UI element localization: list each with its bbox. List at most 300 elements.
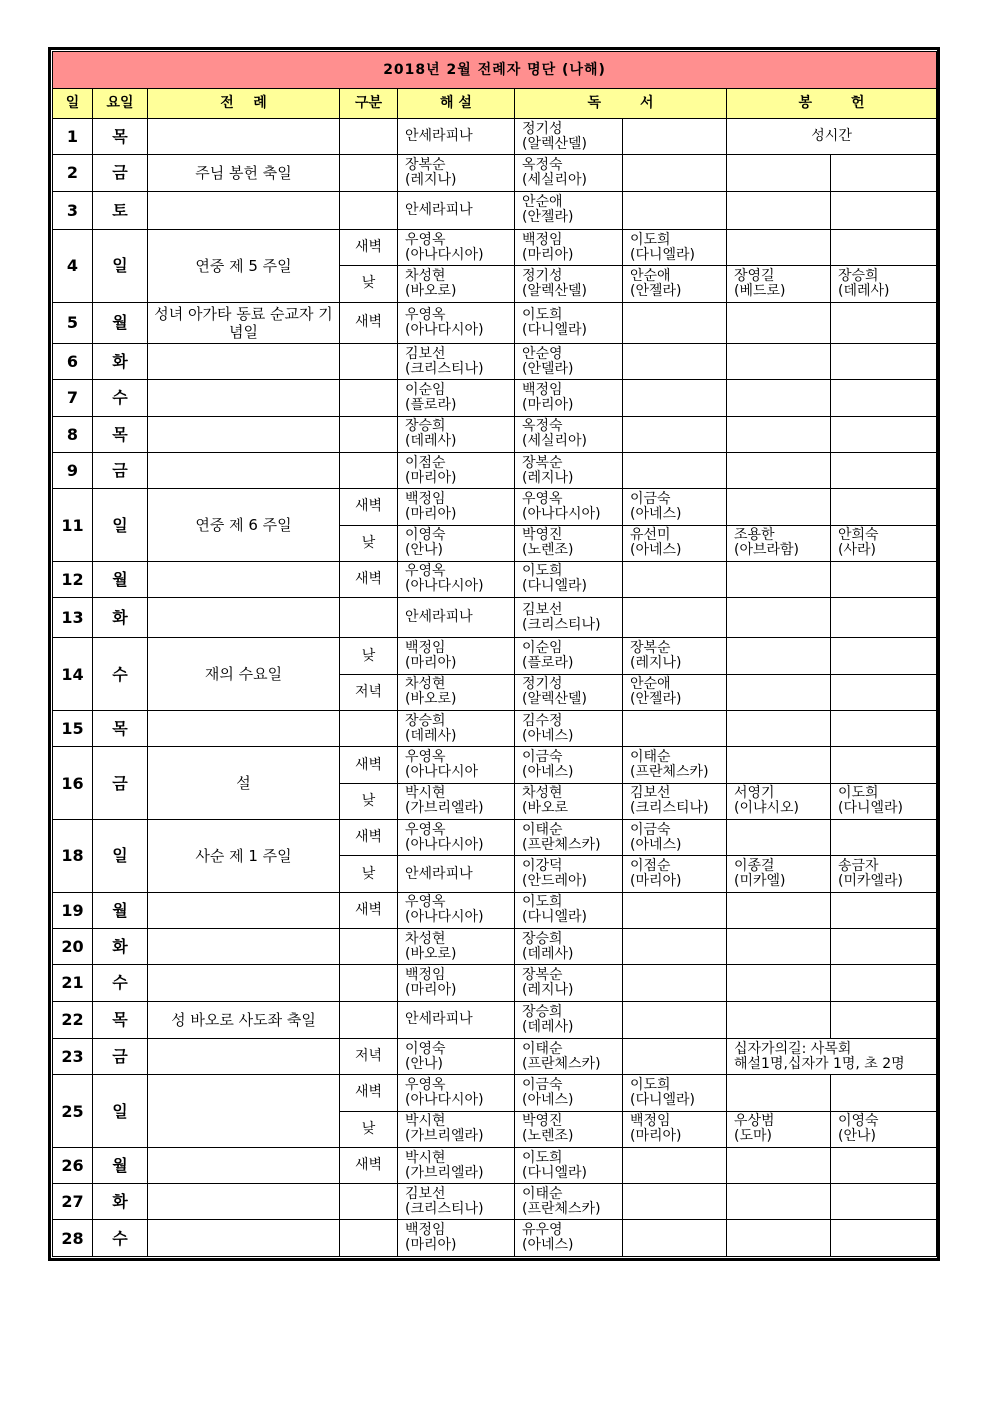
reader-cell [515, 783, 623, 819]
commentator-baptismal-name: (가브리엘라) [405, 800, 484, 817]
offerer-cell [831, 711, 937, 747]
reader-cell [623, 638, 727, 674]
roster-row [53, 1038, 937, 1074]
weekday: 금 [93, 747, 148, 820]
reader-name: 백정임 [522, 231, 563, 248]
weekday: 목 [93, 416, 148, 452]
mass-section: 새벽 [340, 302, 398, 343]
reader-name: 정기성 [522, 267, 563, 284]
reader-name: 옥정숙 [522, 156, 563, 173]
day-number: 8 [53, 416, 93, 452]
commentator-name: 백정임 [405, 1222, 446, 1239]
reader-cell [515, 638, 623, 674]
reader-cell [515, 598, 623, 638]
reader-name: 정기성 [522, 676, 563, 693]
reader-cell [623, 229, 727, 265]
offerer-cell [831, 783, 937, 819]
commentator-baptismal-name: (마리아) [405, 505, 457, 522]
roster-row [53, 928, 937, 964]
offerer-cell [831, 1111, 937, 1147]
weekday: 월 [93, 302, 148, 343]
commentator-cell [398, 1111, 515, 1147]
reader-name: 이금숙 [522, 749, 563, 766]
commentator-cell [398, 711, 515, 747]
roster-row [53, 1184, 937, 1220]
offerer-cell [727, 525, 831, 561]
reader-name: 박영진 [522, 527, 563, 544]
weekday: 화 [93, 598, 148, 638]
reader-name: 이도희 [630, 1076, 671, 1093]
offerer-cell [831, 266, 937, 302]
roster-row [53, 155, 937, 191]
offerer-cell [831, 747, 937, 783]
mass-section: 저녁 [340, 1038, 398, 1074]
reader-name: 김보선 [630, 785, 671, 802]
reader-name: 이순임 [522, 640, 563, 657]
reader-cell [623, 598, 727, 638]
commentator-cell [398, 561, 515, 597]
reader-baptismal-name: (노렌조) [522, 542, 574, 559]
commentator-name: 우영옥 [405, 894, 446, 911]
commentator-baptismal-name: (안나) [405, 1055, 443, 1072]
commentator-baptismal-name: (아나다시아) [405, 909, 484, 926]
reader-cell [515, 1038, 623, 1074]
commentator-baptismal-name: (가브리엘라) [405, 1164, 484, 1181]
commentator-cell [398, 489, 515, 525]
reader-baptismal-name: (아나다시아) [522, 505, 601, 522]
day-number: 2 [53, 155, 93, 191]
reader-baptismal-name: (크리스티나) [522, 616, 601, 633]
reader-cell [515, 1001, 623, 1038]
roster-row [53, 711, 937, 747]
day-number: 12 [53, 561, 93, 597]
mass-section [340, 1001, 398, 1038]
mass-section: 낮 [340, 783, 398, 819]
reader-name: 이태순 [522, 1185, 563, 1202]
roster-row [53, 1220, 937, 1257]
day-number: 18 [53, 820, 93, 893]
reader-cell [515, 1147, 623, 1183]
commentator-cell [398, 1147, 515, 1183]
reader-baptismal-name: (다니엘라) [630, 246, 696, 263]
day-number: 7 [53, 380, 93, 416]
roster-row [53, 119, 937, 155]
offerer-cell [831, 525, 937, 561]
header-liturgy: 전 례 [148, 89, 340, 119]
weekday: 월 [93, 892, 148, 928]
offerer-baptismal-name: (안나) [838, 1128, 876, 1145]
weekday: 수 [93, 380, 148, 416]
offerer-cell [831, 598, 937, 638]
offerer-cell [831, 1001, 937, 1038]
reader-baptismal-name: (노렌조) [522, 1128, 574, 1145]
reader-cell [515, 191, 623, 229]
commentator-cell [398, 1184, 515, 1220]
offerer-name: 서영기 [734, 785, 775, 802]
reader-cell [623, 1147, 727, 1183]
day-number: 26 [53, 1147, 93, 1183]
commentator-cell [398, 783, 515, 819]
reader-baptismal-name: (안젤라) [522, 209, 574, 226]
reader-cell [623, 711, 727, 747]
commentator-cell [398, 965, 515, 1001]
roster-row [53, 229, 937, 265]
commentator-cell [398, 674, 515, 710]
weekday: 금 [93, 1038, 148, 1074]
offerer-baptismal-name: (베드로) [734, 282, 786, 299]
commentator-cell [398, 380, 515, 416]
mass-section [340, 416, 398, 452]
reader-cell [515, 1075, 623, 1111]
roster-row [53, 191, 937, 229]
liturgy [148, 191, 340, 229]
reader-baptismal-name: (크리스티나) [630, 800, 709, 817]
offerer-cell [727, 155, 831, 191]
liturgy [148, 711, 340, 747]
reader-cell [623, 1001, 727, 1038]
day-number: 13 [53, 598, 93, 638]
liturgy [148, 1220, 340, 1257]
roster-row [53, 892, 937, 928]
reader-baptismal-name: (레지나) [630, 655, 682, 672]
liturgy [148, 1147, 340, 1183]
offerer-baptismal-name: (도마) [734, 1128, 772, 1145]
reader-name: 김보선 [522, 601, 563, 618]
offerer-cell [831, 1147, 937, 1183]
reader-name: 이점순 [630, 858, 671, 874]
weekday: 일 [93, 489, 148, 562]
weekday: 일 [93, 820, 148, 893]
reader-cell [623, 1220, 727, 1257]
day-number: 15 [53, 711, 93, 747]
reader-baptismal-name: (데레사) [522, 1018, 574, 1035]
offerer-baptismal-name: (데레사) [838, 282, 890, 299]
reader-name: 박영진 [522, 1113, 563, 1130]
day-number: 27 [53, 1184, 93, 1220]
liturgy: 성 바오로 사도좌 축일 [148, 1001, 340, 1038]
offering-note: 십자가의길: 사목회 [734, 1040, 852, 1057]
header-weekday: 요일 [93, 89, 148, 119]
mass-section [340, 711, 398, 747]
mass-section [340, 1184, 398, 1220]
reader-cell [623, 783, 727, 819]
commentator-cell [398, 155, 515, 191]
mass-section: 낮 [340, 638, 398, 674]
roster-row [53, 489, 937, 525]
offerer-cell [727, 489, 831, 525]
reader-cell [623, 1075, 727, 1111]
commentator-name: 차성현 [405, 930, 446, 947]
reader-baptismal-name: (플로라) [522, 655, 574, 672]
liturgy [148, 1184, 340, 1220]
reader-name: 이금숙 [630, 821, 671, 838]
reader-name: 안순애 [630, 676, 671, 693]
weekday: 월 [93, 1147, 148, 1183]
reader-cell [515, 965, 623, 1001]
commentator-baptismal-name: (데레사) [405, 433, 457, 450]
reader-cell [623, 1038, 727, 1074]
commentator-cell [398, 1220, 515, 1257]
mass-section: 낮 [340, 856, 398, 892]
commentator-cell [398, 191, 515, 229]
offerer-name: 장승희 [838, 267, 879, 284]
commentator-name: 장승희 [405, 712, 446, 729]
offerer-cell [727, 892, 831, 928]
roster-row [53, 638, 937, 674]
offerer-name: 우상범 [734, 1113, 775, 1130]
offerer-baptismal-name: (미카엘) [734, 873, 786, 889]
reader-cell [623, 965, 727, 1001]
mass-section [340, 598, 398, 638]
reader-cell [515, 525, 623, 561]
header-offering: 봉 헌 [727, 89, 937, 119]
commentator-cell [398, 302, 515, 343]
reader-cell [515, 820, 623, 856]
reader-cell [623, 119, 727, 155]
header-day: 일 [53, 89, 93, 119]
offerer-cell [831, 416, 937, 452]
commentator-name: 우영옥 [405, 563, 446, 580]
reader-baptismal-name: (아네스) [522, 1091, 574, 1108]
reader-cell [515, 892, 623, 928]
day-number: 28 [53, 1220, 93, 1257]
reader-baptismal-name: (마리아) [522, 396, 574, 413]
mass-section [340, 1220, 398, 1257]
reader-name: 백정임 [522, 381, 563, 398]
liturgy [148, 561, 340, 597]
liturgy [148, 1038, 340, 1074]
commentator-name: 우영옥 [405, 821, 446, 838]
offerer-cell [727, 674, 831, 710]
reader-baptismal-name: (바오로 [522, 800, 569, 817]
commentator-baptismal-name: (아나다시아) [405, 246, 484, 263]
roster-row [53, 965, 937, 1001]
roster-row [53, 416, 937, 452]
commentator-cell [398, 1001, 515, 1038]
commentator-cell [398, 119, 515, 155]
commentator-name: 이영숙 [405, 1040, 446, 1057]
reader-name: 이도희 [522, 306, 563, 323]
offerer-cell [831, 452, 937, 488]
commentator-baptismal-name: (마리아) [405, 981, 457, 998]
commentator-name: 안세라피나 [405, 128, 473, 145]
mass-section: 낮 [340, 266, 398, 302]
commentator-cell [398, 1075, 515, 1111]
reader-baptismal-name: (프란체스카) [630, 764, 709, 781]
roster-table [52, 51, 937, 1257]
header-commentary: 해 설 [398, 89, 515, 119]
offerer-baptismal-name: (다니엘라) [838, 800, 904, 817]
commentator-name: 박시현 [405, 1149, 446, 1166]
offerer-cell [831, 638, 937, 674]
commentator-name: 이영숙 [405, 527, 446, 544]
reader-cell [623, 266, 727, 302]
mass-section: 새벽 [340, 820, 398, 856]
mass-section [340, 928, 398, 964]
offerer-cell [831, 229, 937, 265]
commentator-baptismal-name: (크리스티나) [405, 1200, 484, 1217]
offerer-cell [727, 416, 831, 452]
reader-cell [623, 191, 727, 229]
weekday: 토 [93, 191, 148, 229]
mass-section: 새벽 [340, 747, 398, 783]
reader-name: 안순애 [630, 267, 671, 284]
reader-baptismal-name: (세실리아) [522, 171, 588, 188]
reader-baptismal-name: (안젤라) [630, 282, 682, 299]
reader-baptismal-name: (프란체스카) [522, 836, 601, 853]
reader-name: 유선미 [630, 527, 671, 544]
reader-baptismal-name: (프란체스카) [522, 1200, 601, 1217]
commentator-name: 장복순 [405, 156, 446, 173]
day-number: 4 [53, 229, 93, 302]
offering-note-detail: 해설1명,십자가 1명, 초 2명 [734, 1055, 905, 1072]
day-number: 1 [53, 119, 93, 155]
reader-baptismal-name: (레지나) [522, 469, 574, 486]
weekday: 목 [93, 1001, 148, 1038]
reader-cell [515, 561, 623, 597]
offerer-cell [727, 1184, 831, 1220]
commentator-name: 안세라피나 [405, 865, 473, 882]
commentator-baptismal-name: (바오로) [405, 282, 457, 299]
commentator-cell [398, 638, 515, 674]
offerer-cell [727, 229, 831, 265]
offerer-cell [727, 598, 831, 638]
reader-cell [515, 674, 623, 710]
offerer-cell [727, 266, 831, 302]
commentator-baptismal-name: (레지나) [405, 171, 457, 188]
reader-cell [515, 343, 623, 379]
day-number: 3 [53, 191, 93, 229]
commentator-baptismal-name: (아나다시아) [405, 578, 484, 595]
liturgy [148, 965, 340, 1001]
reader-baptismal-name: (프란체스카) [522, 1055, 601, 1072]
offerer-cell [831, 489, 937, 525]
reader-cell [623, 525, 727, 561]
commentator-name: 우영옥 [405, 1076, 446, 1093]
commentator-baptismal-name: (크리스티나) [405, 360, 484, 377]
reader-cell [515, 1111, 623, 1147]
commentator-baptismal-name: (마리아) [405, 469, 457, 486]
reader-name: 장복순 [630, 640, 671, 657]
offerer-cell [727, 747, 831, 783]
reader-cell [515, 1184, 623, 1220]
liturgy [148, 380, 340, 416]
offerer-cell [831, 892, 937, 928]
offerer-name: 이도희 [838, 785, 879, 802]
commentator-baptismal-name: (마리아) [405, 655, 457, 672]
offering-note: 성시간 [811, 128, 852, 145]
mass-section [340, 452, 398, 488]
reader-name: 이태순 [522, 821, 563, 838]
offerer-cell [831, 674, 937, 710]
mass-section: 새벽 [340, 892, 398, 928]
commentator-baptismal-name: (플로라) [405, 396, 457, 413]
reader-cell [623, 674, 727, 710]
liturgy [148, 343, 340, 379]
weekday: 수 [93, 965, 148, 1001]
commentator-name: 박시현 [405, 1113, 446, 1130]
offerer-name: 조용한 [734, 527, 775, 544]
roster-row [53, 1147, 937, 1183]
commentator-cell [398, 598, 515, 638]
commentator-name: 안세라피나 [405, 609, 473, 626]
commentator-cell [398, 747, 515, 783]
mass-section [340, 155, 398, 191]
roster-frame [48, 47, 940, 1261]
commentator-cell [398, 525, 515, 561]
liturgy [148, 892, 340, 928]
commentator-cell [398, 928, 515, 964]
liturgy: 연중 제 6 주일 [148, 489, 340, 562]
weekday: 화 [93, 928, 148, 964]
day-number: 9 [53, 452, 93, 488]
reader-baptismal-name: (다니엘라) [522, 909, 588, 926]
reader-cell [623, 928, 727, 964]
reader-name: 이도희 [522, 1149, 563, 1166]
commentator-baptismal-name: (바오로) [405, 945, 457, 962]
commentator-name: 우영옥 [405, 231, 446, 248]
reader-name: 안순영 [522, 345, 563, 362]
offerer-cell [831, 380, 937, 416]
liturgy: 설 [148, 747, 340, 820]
offerer-cell [831, 561, 937, 597]
commentator-name: 우영옥 [405, 306, 446, 323]
reader-name: 김수정 [522, 712, 563, 729]
reader-name: 우영옥 [522, 490, 563, 507]
commentator-name: 우영옥 [405, 749, 446, 766]
offerer-cell [831, 856, 937, 892]
offerer-cell [831, 965, 937, 1001]
reader-baptismal-name: (세실리아) [522, 433, 588, 450]
offerer-cell [727, 1001, 831, 1038]
reader-cell [623, 416, 727, 452]
reader-name: 이도희 [522, 563, 563, 580]
offerer-cell [727, 380, 831, 416]
reader-name: 안순애 [522, 194, 563, 211]
reader-name: 이도희 [630, 231, 671, 248]
mass-section [340, 343, 398, 379]
commentator-name: 이점순 [405, 454, 446, 471]
commentator-baptismal-name: (가브리엘라) [405, 1128, 484, 1145]
mass-section: 새벽 [340, 489, 398, 525]
reader-cell [515, 155, 623, 191]
reader-cell [515, 380, 623, 416]
reader-name: 장복순 [522, 966, 563, 983]
offerer-cell [727, 1111, 831, 1147]
reader-name: 이금숙 [522, 1076, 563, 1093]
commentator-name: 차성현 [405, 267, 446, 284]
reader-cell [515, 302, 623, 343]
commentator-name: 박시현 [405, 785, 446, 802]
offerer-name: 송금자 [838, 858, 879, 874]
day-number: 22 [53, 1001, 93, 1038]
reader-name: 장승희 [522, 930, 563, 947]
reader-baptismal-name: (다니엘라) [630, 1091, 696, 1108]
reader-name: 이태순 [522, 1040, 563, 1057]
roster-row [53, 1075, 937, 1111]
reader-name: 장복순 [522, 454, 563, 471]
weekday: 일 [93, 1075, 148, 1148]
commentator-baptismal-name: (아나다시아) [405, 321, 484, 338]
reader-cell [515, 119, 623, 155]
reader-baptismal-name: (레지나) [522, 981, 574, 998]
weekday: 수 [93, 1220, 148, 1257]
mass-section [340, 119, 398, 155]
reader-baptismal-name: (아네스) [522, 727, 574, 744]
commentator-name: 김보선 [405, 345, 446, 362]
commentator-name: 장승희 [405, 418, 446, 435]
offerer-cell [831, 1075, 937, 1111]
